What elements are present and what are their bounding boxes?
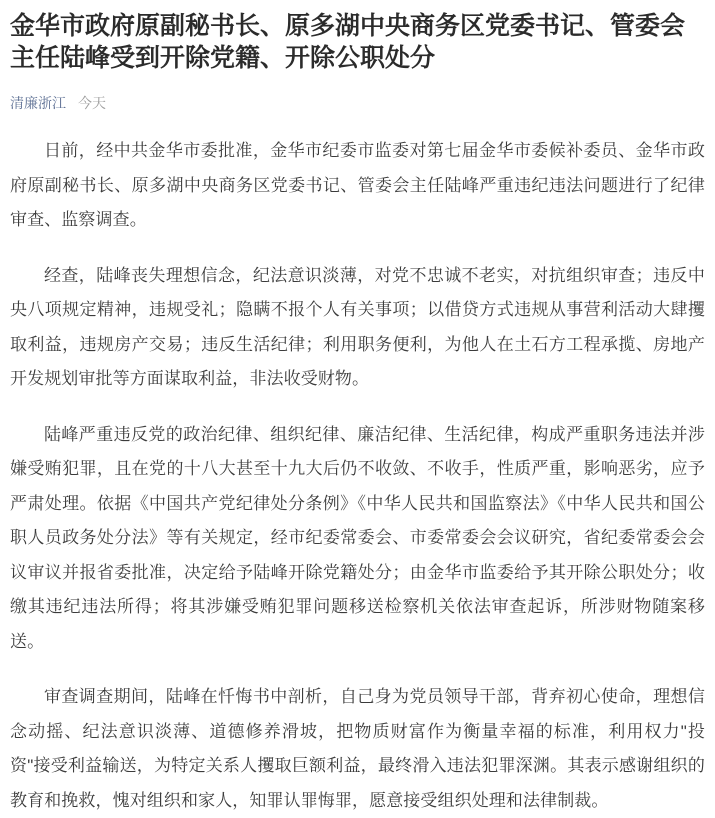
article-meta [10,94,705,112]
article-paragraph: 日前，经中共金华市委批准，金华市纪委市监委对第七届金华市委候补委员、金华市政府原副秘书长、原多湖中央商务区党委书记、管委会主任陆峰严重违纪违法问题进行了纪律审查、监察调查。 [10,141,705,229]
article-title: 金华市政府原副秘书长、原多湖中央商务区党委书记、管委会主任陆峰受到开除党籍、开除公职处分 [10,12,686,72]
article-paragraph: 审查调查期间，陆峰在忏悔书中剖析，自己身为党员领导干部，背弃初心使命，理想信念动摇、纪法意识淡薄、道德修养滑坡，把物质财富作为衡量幸福的标准，利用权力"投资"接受利益输送，为特定关系人攫取巨额利益，最终滑入违法犯罪深渊。其表示感谢组织的教育和挽救，愧对组织和家人，知罪认罪悔罪，愿意接受组织处理和法律制裁。 [10,687,705,810]
publish-time: 今天 [78,95,106,111]
article-paragraph: 经查，陆峰丧失理想信念，纪法意识淡薄，对党不忠诚不老实，对抗组织审查；违反中央八项规定精神，违规受礼；隐瞒不报个人有关事项；以借贷方式违规从事营利活动大肆攫取利益，违规房产交易；违反生活纪律；利用职务便利，为他人在土石方工程承揽、房地产开发规划审批等方面谋取利益，非法收受财物。 [10,265,705,388]
account-name-link[interactable]: 清廉浙江 [10,95,66,111]
article-paragraph: 陆峰严重违反党的政治纪律、组织纪律、廉洁纪律、生活纪律，构成严重职务违法并涉嫌受贿犯罪，且在党的十八大甚至十九大后仍不收敛、不收手，性质严重，影响恶劣，应予严肃处理。依据《中国共产党纪律处分条例》《中华人民共和国监察法》《中华人民共和国公职人员政务处分法》等有关规定，经市纪委常委会、市委常委会会议研究，省纪委常委会会议审议并报省委批准，决定给予陆峰开除党籍处分；由金华市监委给予其开除公职处分；收缴其违纪违法所得；将其涉嫌受贿犯罪问题移送检察机关依法审查起诉，所涉财物随案移送。 [10,424,705,651]
article-body [10,134,705,818]
